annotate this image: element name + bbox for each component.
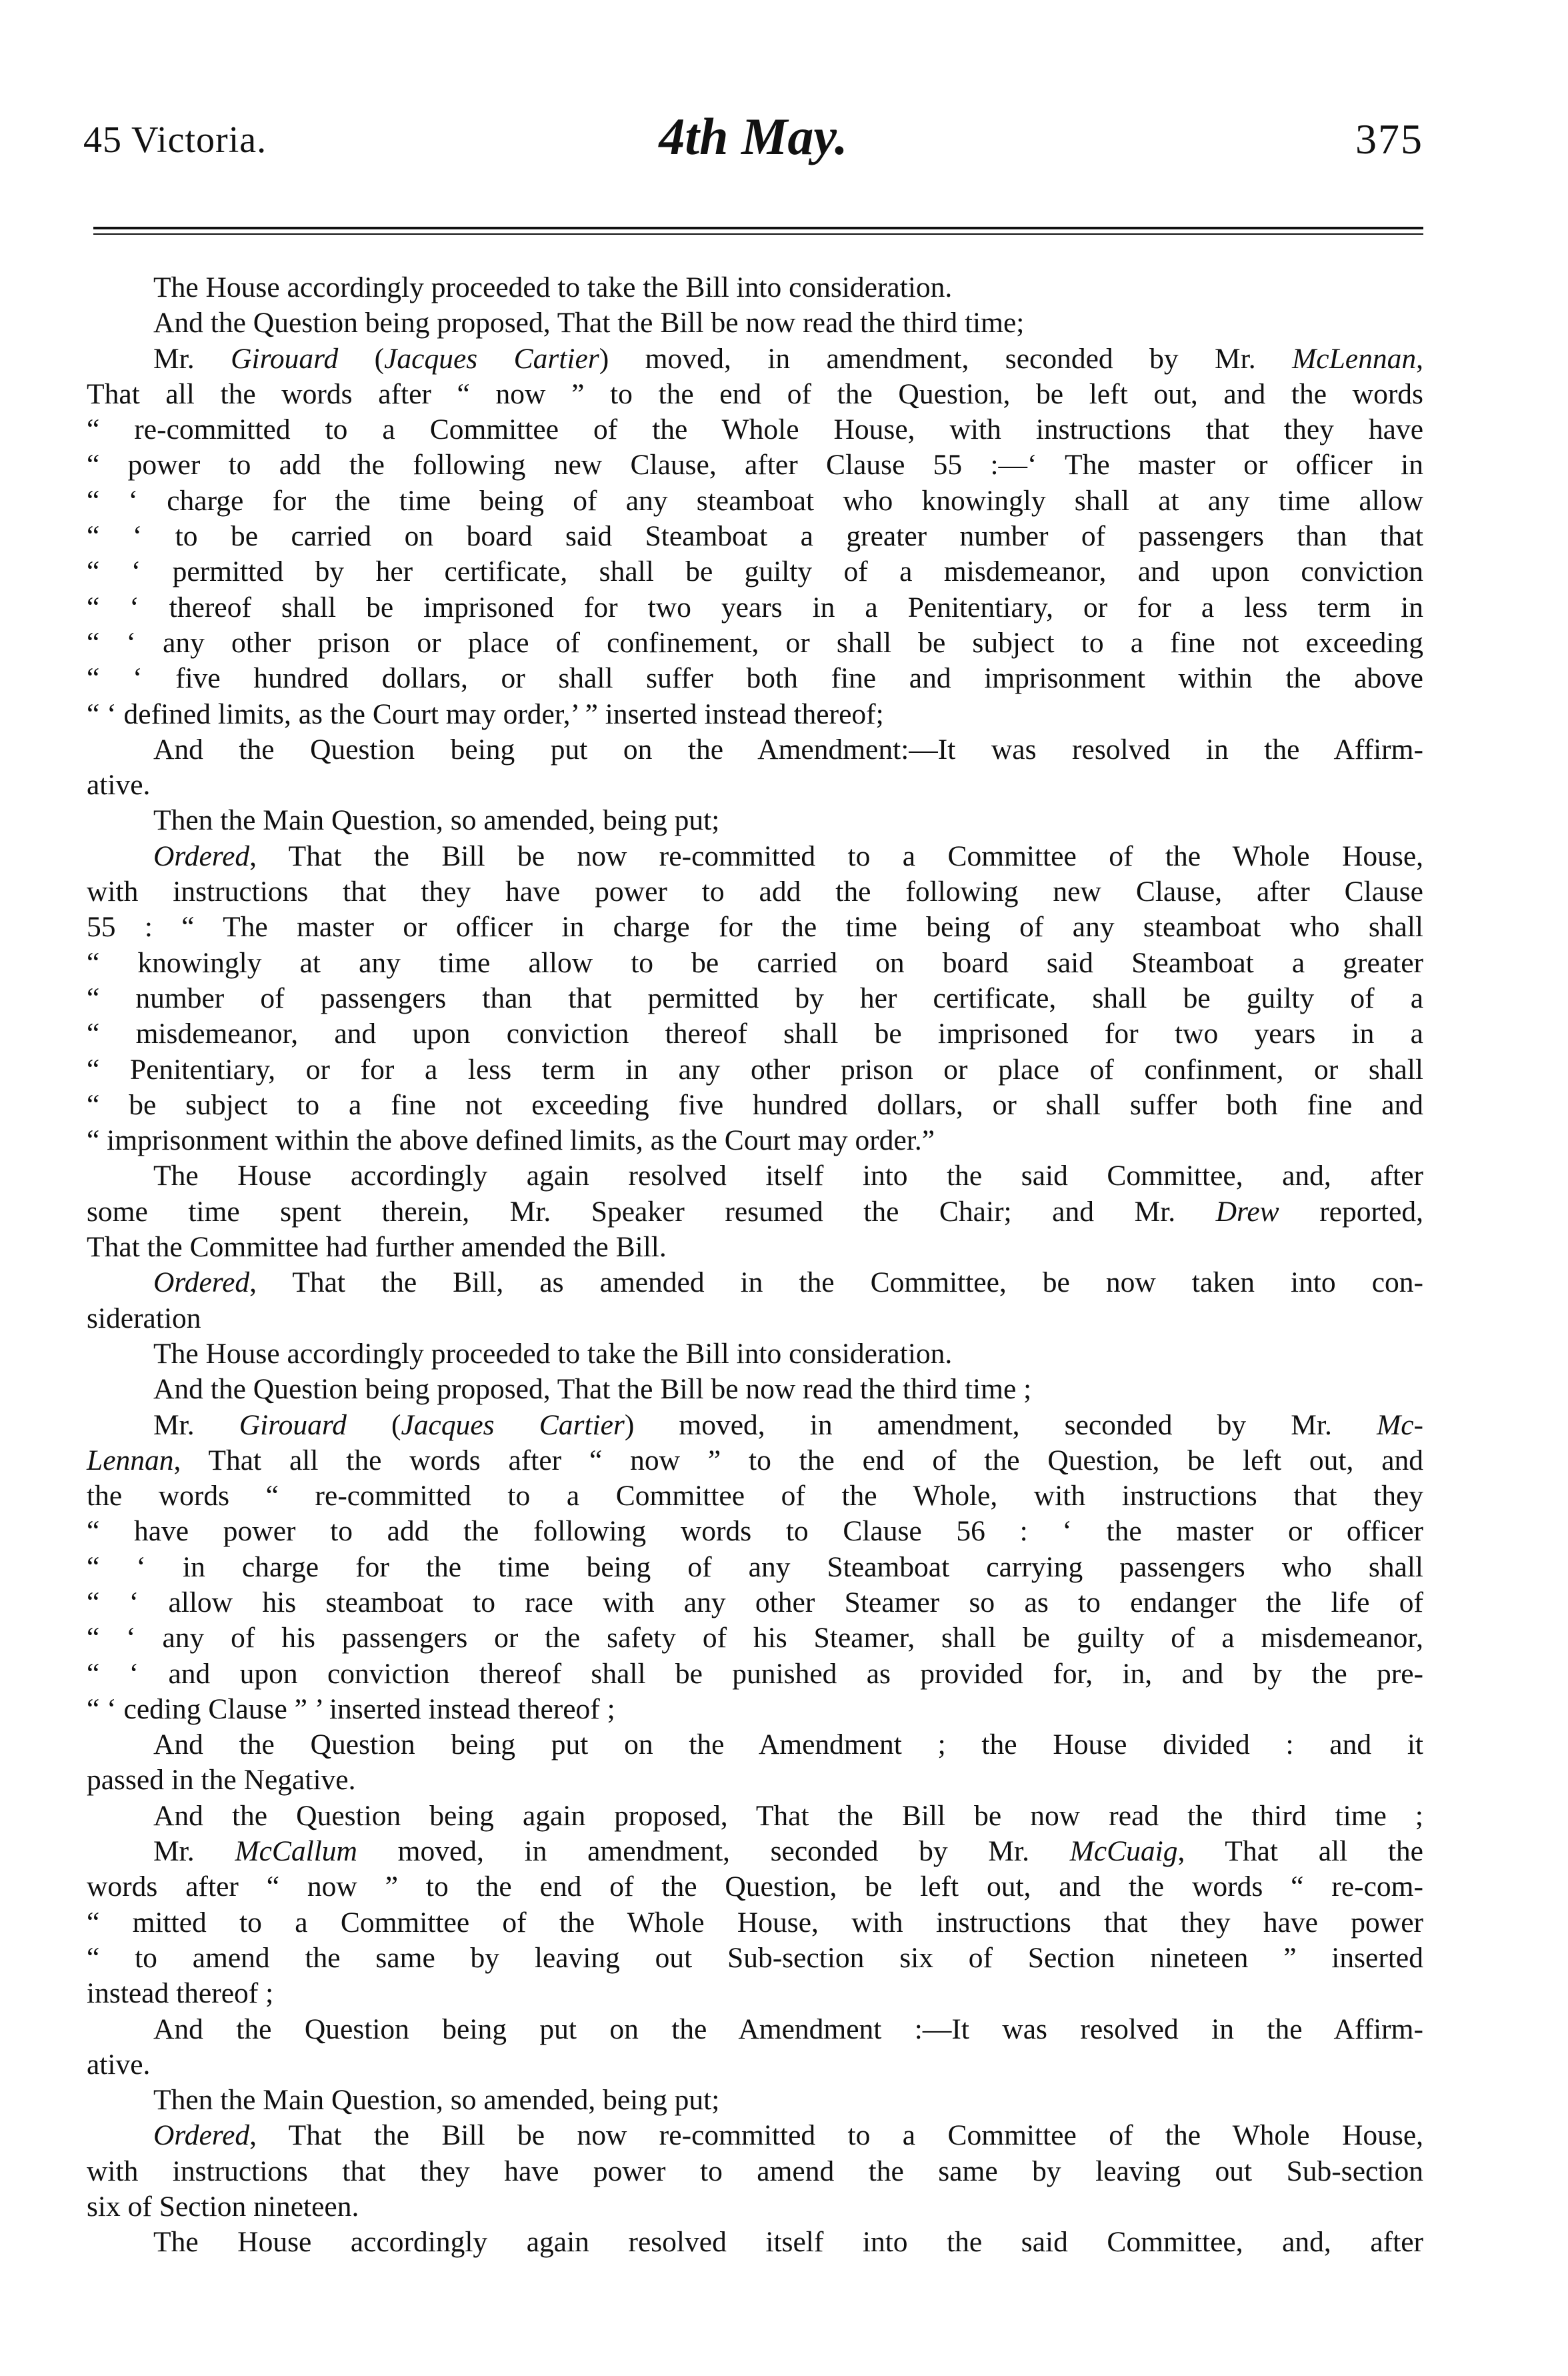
text-line: “ number of passengers than that permitted by her certificate, shall be guilty of a [87, 982, 1423, 1014]
text-line: “ have power to add the following words to Clause 56 : ‘ the master or officer [87, 1515, 1423, 1548]
text-line: “ ‘ in charge for the time being of any Steamboat carrying passengers who shall [87, 1550, 1423, 1583]
text-line: “ ‘ to be carried on board said Steamboat a greater number of passengers than that [87, 520, 1423, 553]
text-line: six of Section nineteen. [87, 2191, 359, 2223]
text-line: “ Penitentiary, or for a less term in any other prison or place of confinment, or shall [87, 1053, 1423, 1086]
text-line: “ power to add the following new Clause, after Clause 55 :—‘ The master or officer in [87, 449, 1423, 481]
text-line: Then the Main Question, so amended, being put; [153, 2084, 720, 2117]
text-line: “ ‘ thereof shall be imprisoned for two years in a Penitentiary, or for a less term in [87, 591, 1423, 624]
text-line: “ ‘ permitted by her certificate, shall be guilty of a misdemeanor, and upon conviction [87, 555, 1423, 588]
text-line: “ ‘ defined limits, as the Court may order,’ ” inserted instead thereof; [87, 698, 884, 730]
page-date: 4th May. [659, 107, 848, 165]
page-header [83, 100, 1423, 173]
text-line: And the Question being put on the Amendment :—It was resolved in the Affirm- [153, 2013, 1423, 2045]
text-line: That all the words after “ now ” to the end of the Question, be left out, and the words [87, 377, 1423, 410]
text-line: The House accordingly again resolved itself into the said Committee, and, after [153, 1160, 1423, 1192]
text-line: And the Question being proposed, That the Bill be now read the third time ; [153, 1373, 1032, 1406]
text-line: sideration [87, 1302, 201, 1334]
text-line: some time spent therein, Mr. Speaker resumed the Chair; and Mr. Drew reported, [87, 1195, 1423, 1228]
text-line: with instructions that they have power to add the following new Clause, after Clause [87, 876, 1423, 908]
text-line: “ imprisonment within the above defined limits, as the Court may order.” [87, 1124, 935, 1157]
text-line: The House accordingly again resolved itself into the said Committee, and, after [153, 2226, 1423, 2259]
text-line: “ to amend the same by leaving out Sub-section six of Section nineteen ” inserted [87, 1941, 1423, 1974]
text-line: And the Question being again proposed, That the Bill be now read the third time ; [153, 1799, 1423, 1832]
text-line: Mr. Girouard (Jacques Cartier) moved, in amendment, seconded by Mr. Mc- [153, 1408, 1423, 1441]
text-line: “ mitted to a Committee of the Whole House, with instructions that they have power [87, 1906, 1423, 1939]
header-rule-thick [93, 227, 1423, 229]
text-line: And the Question being put on the Amendment ; the House divided : and it [153, 1728, 1423, 1761]
text-line: That the Committee had further amended the Bill. [87, 1231, 667, 1264]
text-line: Mr. Girouard (Jacques Cartier) moved, in amendment, seconded by Mr. McLennan, [153, 342, 1423, 375]
text-line: instead thereof ; [87, 1977, 274, 2010]
text-line: “ be subject to a fine not exceeding five hundred dollars, or shall suffer both fine and [87, 1088, 1423, 1121]
header-rule-thin [93, 233, 1423, 235]
text-line: Then the Main Question, so amended, being put; [153, 804, 720, 837]
text-line: Ordered, That the Bill, as amended in the Committee, be now taken into con- [153, 1266, 1423, 1299]
text-line: ative. [87, 2048, 151, 2081]
text-line: Mr. McCallum moved, in amendment, seconded by Mr. McCuaig, That all the [153, 1835, 1423, 1868]
text-line: And the Question being put on the Amendment:—It was resolved in the Affirm- [153, 733, 1423, 766]
text-line: “ re-committed to a Committee of the Whole House, with instructions that they have [87, 413, 1423, 446]
text-line: the words “ re-committed to a Committee of the Whole, with instructions that they [87, 1480, 1423, 1512]
text-line: “ ‘ any of his passengers or the safety of his Steamer, shall be guilty of a misdemeanor, [87, 1622, 1423, 1654]
text-line: The House accordingly proceeded to take the Bill into consideration. [153, 271, 953, 303]
text-line: passed in the Negative. [87, 1764, 356, 1797]
text-line: “ ‘ allow his steamboat to race with any other Steamer so as to endanger the life of [87, 1586, 1423, 1618]
text-line: “ ‘ ceding Clause ” ’ inserted instead thereof ; [87, 1692, 615, 1725]
text-line: “ ‘ charge for the time being of any steamboat who knowingly shall at any time allow [87, 484, 1423, 517]
text-line: with instructions that they have power to amend the same by leaving out Sub-section [87, 2155, 1423, 2187]
text-line: “ misdemeanor, and upon conviction thereof shall be imprisoned for two years in a [87, 1018, 1423, 1050]
text-line: Ordered, That the Bill be now re-committed to a Committee of the Whole House, [153, 2119, 1423, 2152]
proceedings-text [87, 270, 1423, 2261]
page-number: 375 [1355, 115, 1423, 163]
text-line: “ ‘ five hundred dollars, or shall suffer both fine and imprisonment within the above [87, 662, 1423, 695]
text-line: Lennan, That all the words after “ now ” to the end of the Question, be left out, and [87, 1444, 1423, 1476]
text-line: “ ‘ any other prison or place of confinement, or shall be subject to a fine not exceeding [87, 626, 1423, 659]
text-line: And the Question being proposed, That the Bill be now read the third time; [153, 307, 1025, 339]
text-line: 55 : “ The master or officer in charge for the time being of any steamboat who shall [87, 911, 1423, 944]
text-line: The House accordingly proceeded to take the Bill into consideration. [153, 1337, 953, 1370]
regnal-year: 45 Victoria. [83, 119, 267, 161]
text-line: “ knowingly at any time allow to be carried on board said Steamboat a greater [87, 946, 1423, 979]
text-line: ative. [87, 769, 151, 802]
text-line: Ordered, That the Bill be now re-committed to a Committee of the Whole House, [153, 840, 1423, 872]
text-line: “ ‘ and upon conviction thereof shall be punished as provided for, in, and by the pre- [87, 1657, 1423, 1690]
text-line: words after “ now ” to the end of the Question, be left out, and the words “ re-com- [87, 1871, 1423, 1903]
